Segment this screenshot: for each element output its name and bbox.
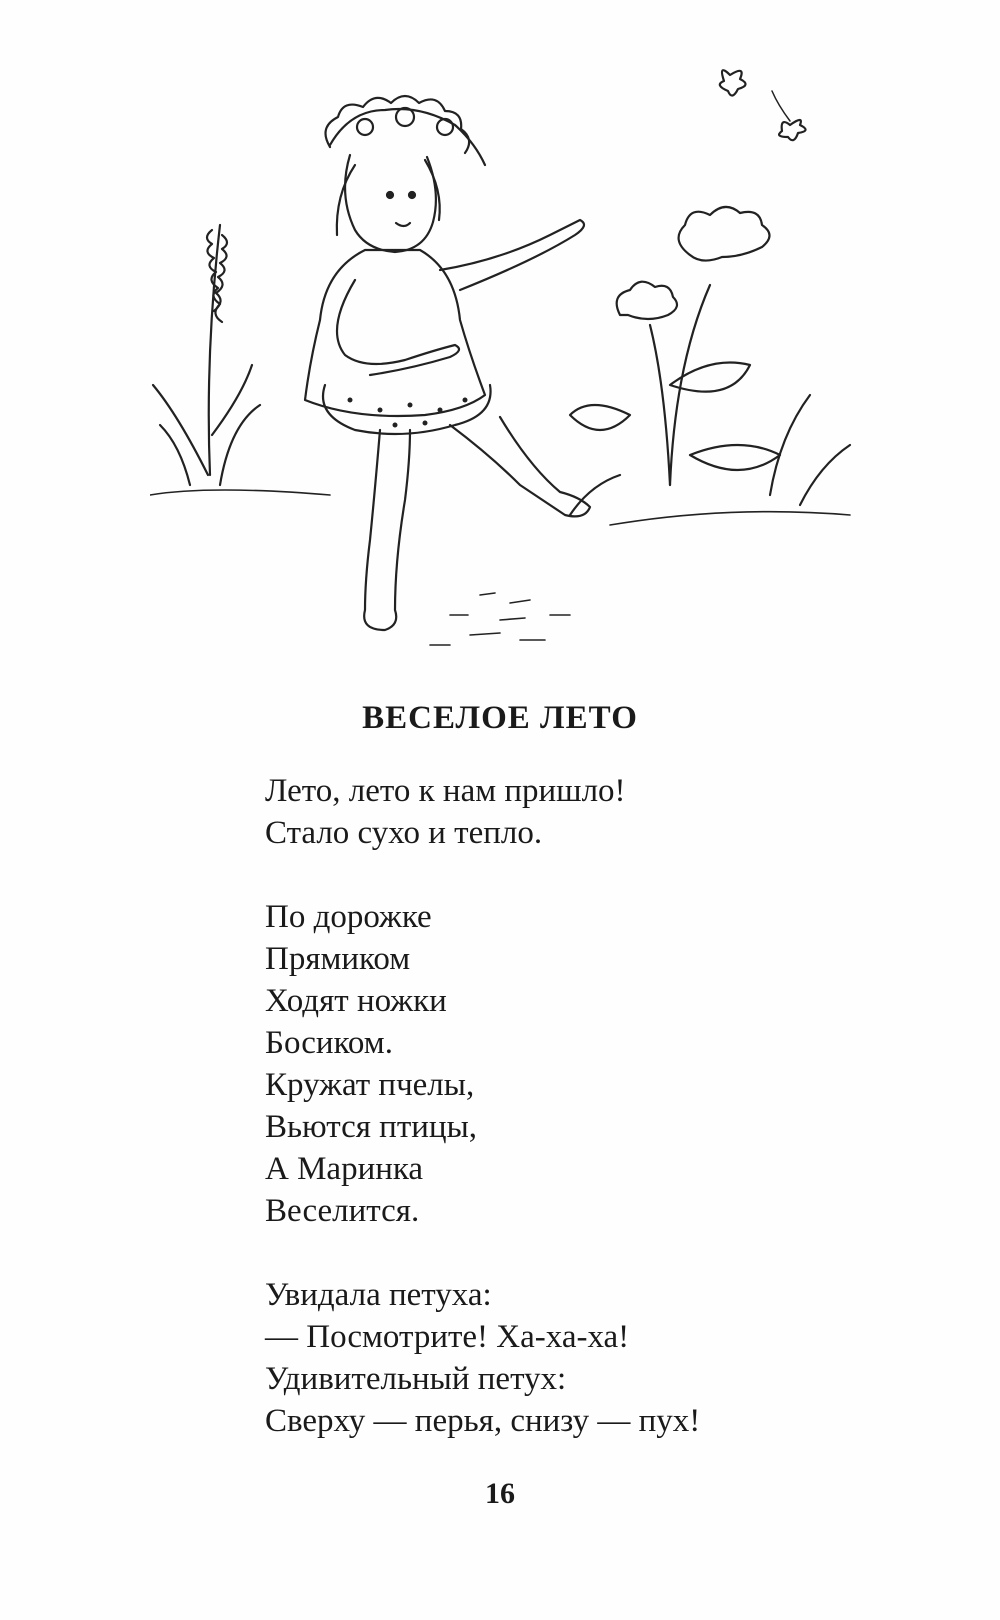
page-number: 16 [485,1477,515,1510]
poem-line: Стало сухо и тепло. [265,815,543,851]
wildflower-right-icon [570,207,850,525]
poem-line: — Посмотрите! Ха-ха-ха! [265,1319,630,1355]
poem-line: Ходят ножки [265,983,447,1019]
poem-line: По дорожке [265,899,432,935]
stanza [265,770,700,854]
poem-line: Сверху — перья, снизу — пух! [265,1403,701,1439]
poem-body [265,770,700,1484]
poem-line: Лето, лето к нам пришло! [265,773,626,809]
poem-line: Прямиком [265,941,411,977]
poem-line: Кружат пчелы, [265,1067,475,1103]
girl-figure [305,155,590,630]
illustration-girl-dancing [150,55,870,665]
poem-line: Босиком. [265,1025,393,1061]
poem-line: Вьются птицы, [265,1109,478,1145]
stanza [265,1274,700,1442]
poem-line: А Маринка [265,1151,424,1187]
poem-line: Веселится. [265,1193,420,1229]
poem-line: Увидала петуха: [265,1277,492,1313]
poem-line: Удивительный петух: [265,1361,567,1397]
stanza [265,896,700,1232]
ground-marks [430,593,570,645]
poem-title: ВЕСЕЛОЕ ЛЕТО [362,700,638,736]
wildflower-left-icon [150,225,330,495]
butterfly-icon [720,70,806,140]
